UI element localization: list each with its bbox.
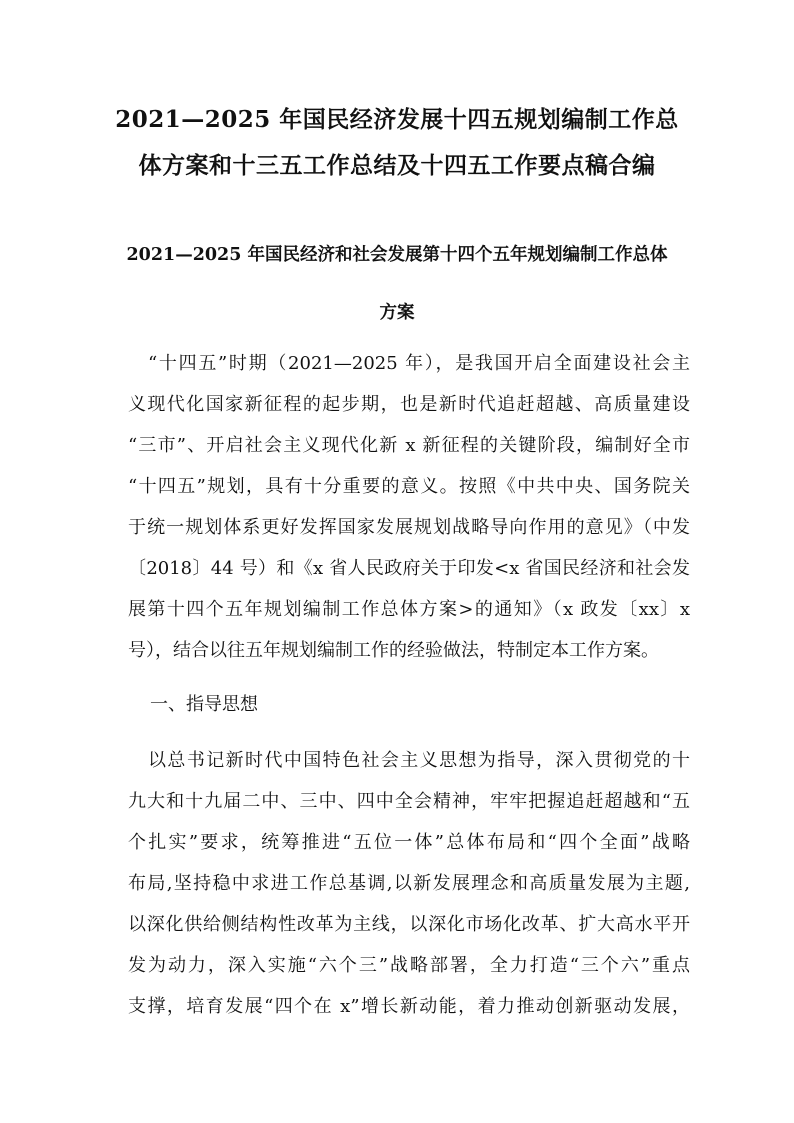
section-title-line-1: 2021—2025 年国民经济和社会发展第十四个五年规划编制工作总体 xyxy=(126,245,668,265)
intro-line-6: 〔2018〕44 号）和《x 省人民政府关于印发<x 省国民经济和社会发 xyxy=(128,558,690,579)
document-title xyxy=(90,97,704,189)
guiding-line-6: 发为动力，深入实施“六个三”战略部署，全力打造“三个六”重点 xyxy=(128,955,690,976)
intro-line-3: “三市”、开启社会主义现代化新 x 新征程的关键阶段，编制好全市 xyxy=(128,435,690,456)
document-title-line-2: 体方案和十三五工作总结及十四五工作要点稿合编 xyxy=(138,152,656,179)
guiding-line-1: 以总书记新时代中国特色社会主义思想为指导，深入贯彻党的十 xyxy=(148,750,690,771)
intro-line-7: 展第十四个五年规划编制工作总体方案>的通知》（x 政发〔xx〕x xyxy=(128,599,690,620)
heading-guiding-ideology: 一、指导思想 xyxy=(150,694,258,715)
intro-line-2: 义现代化国家新征程的起步期，也是新时代追赶超越、高质量建设 xyxy=(128,394,690,415)
intro-paragraph xyxy=(128,343,690,671)
guiding-line-4: 布局,坚持稳中求进工作总基调,以新发展理念和高质量发展为主题, xyxy=(128,873,690,894)
guiding-line-7: 支撑，培育发展“四个在 x”增长新动能，着力推动创新驱动发展， xyxy=(128,996,690,1017)
section-title-line-2: 方案 xyxy=(379,303,415,323)
guiding-paragraph xyxy=(128,740,690,1027)
guiding-line-3: 个扎实”要求，统筹推进“五位一体”总体布局和“四个全面”战略 xyxy=(128,832,690,853)
document-title-line-1: 2021—2025 年国民经济发展十四五规划编制工作总 xyxy=(115,106,679,133)
intro-line-1: “十四五”时期（2021—2025 年），是我国开启全面建设社会主 xyxy=(148,353,690,374)
guiding-line-5: 以深化供给侧结构性改革为主线，以深化市场化改革、扩大高水平开 xyxy=(128,914,690,935)
intro-line-5: 于统一规划体系更好发挥国家发展规划战略导向作用的意见》（中发 xyxy=(128,517,690,538)
intro-line-4: “十四五”规划，具有十分重要的意义。按照《中共中央、国务院关 xyxy=(128,476,690,497)
section-title xyxy=(90,226,704,342)
intro-line-8: 号），结合以往五年规划编制工作的经验做法，特制定本工作方案。 xyxy=(128,640,659,661)
guiding-line-2: 九大和十九届二中、三中、四中全会精神，牢牢把握追赶超越和“五 xyxy=(128,791,690,812)
